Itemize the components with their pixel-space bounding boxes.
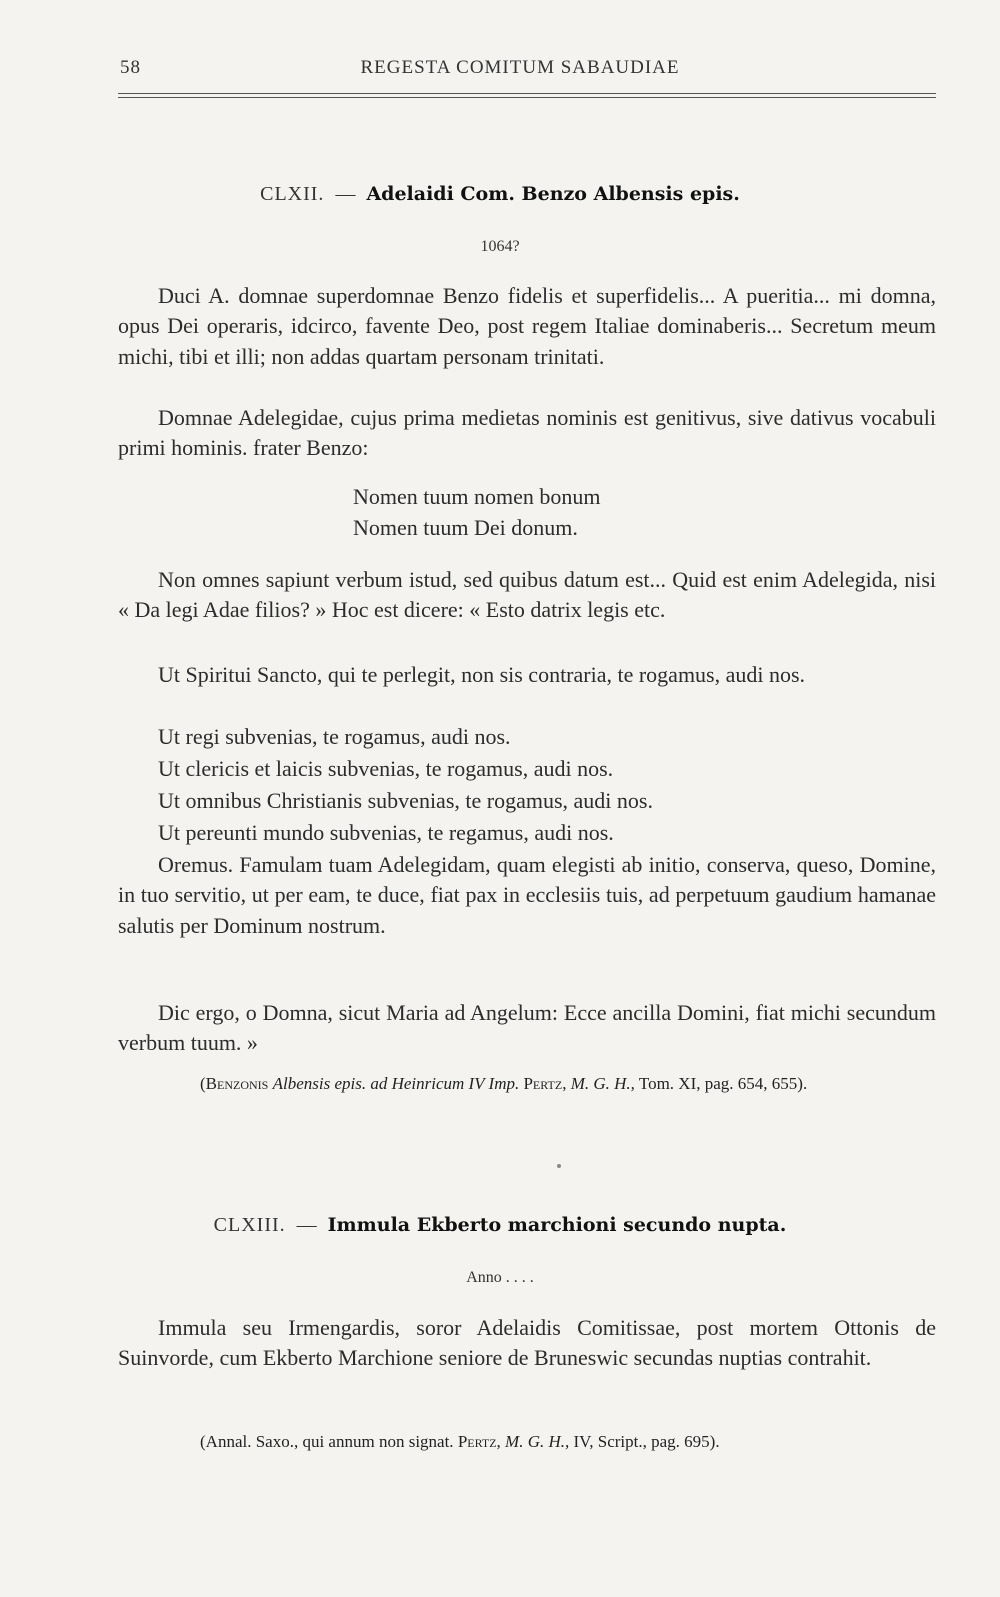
- paragraph: Duci A. domnae superdomnae Benzo fidelis et superfidelis... A pueritia... mi domna, opus Dei operaris, idcirco, favente Deo, post regem Italiae dominaberis... Secretum meum michi, tibi et illi; non addas quartam personam trinitati.: [118, 283, 936, 369]
- paragraph: Dic ergo, o Domna, sicut Maria ad Angelum: Ecce ancilla Domini, fiat michi secundum verbum tuum. »: [118, 1000, 936, 1056]
- heading-dash: —: [335, 183, 356, 205]
- citation-location: Tom. XI, pag. 654, 655).: [638, 1074, 808, 1093]
- citation-editor: Pertz,: [523, 1074, 567, 1093]
- verse-line: Nomen tuum Dei donum.: [353, 515, 578, 540]
- separator-dot: [557, 1164, 561, 1168]
- citation-series: M. G. H.,: [570, 1074, 635, 1093]
- citation-open: (Annal. Saxo., qui annum non signat.: [200, 1432, 454, 1451]
- litany-line: Ut clericis et laicis subvenias, te rogamus, audi nos.: [158, 756, 614, 781]
- litany-line: Ut omnibus Christianis subvenias, te rogamus, audi nos.: [158, 788, 653, 813]
- citation-work: Albensis epis. ad Heinricum IV Imp.: [272, 1074, 520, 1093]
- paragraph: Domnae Adelegidae, cujus prima medietas nominis est genitivus, sive dativus vocabuli primi hominis. frater Benzo:: [118, 405, 936, 461]
- heading-dash: —: [296, 1214, 317, 1236]
- citation-open: (: [200, 1074, 206, 1093]
- citation-author: Benzonis: [205, 1074, 269, 1093]
- source-citation: [120, 1072, 936, 1095]
- document-heading: [0, 1214, 1000, 1237]
- document-title: Immula Ekberto marchioni secundo nupta.: [327, 1214, 787, 1236]
- paragraph: Immula seu Irmengardis, soror Adelaidis Comitissae, post mortem Ottonis de Suinvorde, cum Ekberto Marchione seniore de Bruneswic secundas nuptias contrahit.: [118, 1315, 936, 1371]
- document-date: 1064?: [480, 238, 520, 255]
- document-date: Anno . . . .: [466, 1269, 534, 1286]
- source-citation: [200, 1430, 936, 1453]
- paragraph: Non omnes sapiunt verbum istud, sed quibus datum est... Quid est enim Adelegida, nisi « Da legi Adae filios? » Hoc est dicere: « Esto datrix legis etc.: [118, 567, 936, 623]
- document-title: Adelaidi Com. Benzo Albensis epis.: [366, 183, 740, 205]
- litany-line: Ut pereunti mundo subvenias, te regamus, audi nos.: [158, 820, 614, 845]
- paragraph: Oremus. Famulam tuam Adelegidam, quam elegisti ab initio, conserva, queso, Domine, in tuo servitio, ut per eam, te duce, fiat pax in ecclesiis tuis, ad perpetuum gaudium hamanae salutis per Dominum nostrum.: [118, 852, 936, 938]
- document-number: CLXIII.: [213, 1214, 286, 1236]
- header-rule-double: [118, 97, 936, 98]
- page-number: 58: [120, 57, 141, 78]
- citation-series: M. G. H.,: [505, 1432, 570, 1451]
- document-heading: [0, 183, 1000, 206]
- paragraph: Ut Spiritui Sancto, qui te perlegit, non sis contraria, te rogamus, audi nos.: [158, 662, 806, 687]
- running-title: REGESTA COMITUM SABAUDIAE: [360, 57, 680, 78]
- verse-line: Nomen tuum nomen bonum: [353, 484, 601, 509]
- running-head: [120, 57, 920, 87]
- citation-editor: Pertz,: [457, 1432, 501, 1451]
- header-rule: [118, 93, 936, 94]
- litany-line: Ut regi subvenias, te rogamus, audi nos.: [158, 724, 511, 749]
- citation-location: IV, Script., pag. 695).: [573, 1432, 720, 1451]
- document-number: CLXII.: [260, 183, 325, 205]
